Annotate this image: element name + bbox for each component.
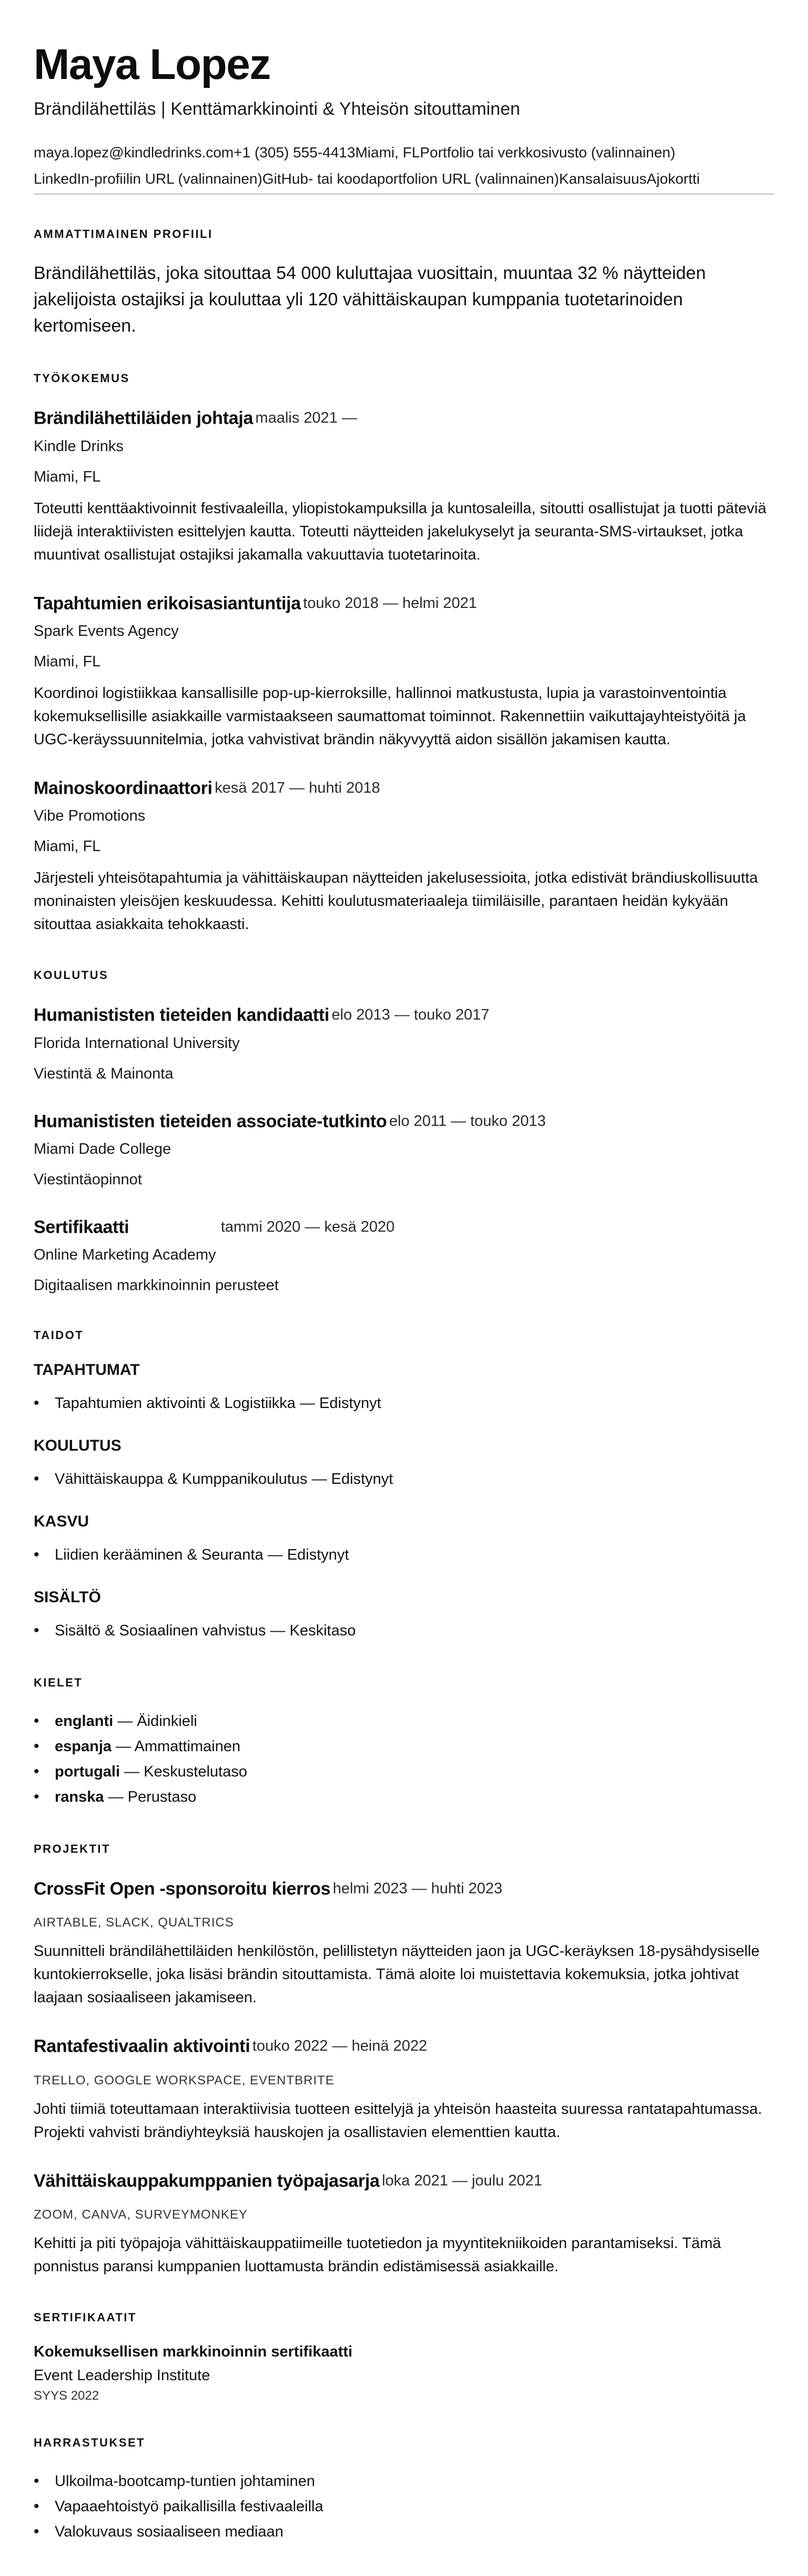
job-dates: maalis 2021 —	[255, 410, 357, 427]
certification-date: SYYS 2022	[34, 2389, 99, 2403]
skill-item: • Liidien kerääminen & Seuranta — Edistynyt	[55, 1542, 774, 1567]
skill-items	[34, 1391, 774, 1416]
project-tools: ZOOM, CANVA, SURVEYMONKEY	[34, 2208, 248, 2222]
project-description: Kehitti ja piti työpajoja vähittäiskauppatiimeille tuotetiedon ja myyntitekniikoiden parantamiseksi. Tämä ponnistus paransi kumppanien luottamusta brändin edistämisessä asiakkaille.	[34, 2235, 721, 2275]
entry-header	[34, 1107, 774, 1136]
contact-linkedin[interactable]: LinkedIn-profiilin URL (valinnainen)	[34, 171, 262, 187]
job-description: Toteutti kenttäaktivoinnit festivaaleilla, yliopistokampuksilla ja kuntosaleilla, sitoutti osallistujat ja tuotti päteviä liidejä interaktiivisten esittelyjen kautta. Toteutti näytteiden jakelukyselyt ja seuranta-SMS-virtaukset, jotka muuntivat osallistujat ostajiksi jakamalla vakuuttavia tuotetarinoita.	[34, 500, 766, 563]
entry-header	[34, 1213, 774, 1242]
hobby-item: • Valokuvaus sosiaaliseen mediaan	[55, 2519, 774, 2544]
language-item: • englanti — Äidinkieli	[55, 1709, 774, 1734]
contact-drivers-license: Ajokortti	[647, 171, 700, 187]
skills-list	[34, 1361, 774, 1643]
skill-group-title: KASVU	[34, 1513, 89, 1531]
job-title: Tapahtumien erikoisasiantuntija	[34, 593, 301, 613]
project-dates: loka 2021 — joulu 2021	[381, 2172, 542, 2189]
section-heading: PROJEKTIT	[34, 1842, 110, 1856]
education-list	[34, 1001, 774, 1296]
profile-summary: Brändilähettiläs, joka sitouttaa 54 000 kuluttajaa vuosittain, muuntaa 32 % näytteiden jakelijoista ostajiksi ja kouluttaa yli 120 vähittäiskaupan kumppania tuotetarinoiden kertomiseen.	[34, 263, 706, 336]
certification-title: Kokemuksellisen markkinoinnin sertifikaatti	[34, 2343, 352, 2361]
job-dates: kesä 2017 — huhti 2018	[215, 779, 380, 796]
job-dates: touko 2018 — helmi 2021	[303, 594, 477, 612]
contact-github[interactable]: GitHub- tai koodaportfolion URL (valinnainen)	[262, 171, 559, 187]
job-description: Koordinoi logistiikkaa kansallisille pop-up-kierroksille, hallinnoi matkustusta, lupia ja varastoinventointia kokemuksellisille asiakkaille varmistaakseen saumattomat toiminnot. Rakennettiin vaikuttajayhteistyöitä ja UGC-keräyssuunnitelmia, jotka vahvistivat brändin näkyvyyttä aidon sisällön jakamisen kautta.	[34, 684, 746, 748]
company-name: Vibe Promotions	[34, 807, 146, 825]
project-dates: helmi 2023 — huhti 2023	[332, 1880, 503, 1898]
language-item: • ranska — Perustaso	[55, 1784, 774, 1810]
project-tools: AIRTABLE, SLACK, QUALTRICS	[34, 1915, 234, 1930]
skill-items	[34, 1618, 774, 1643]
resume-header	[34, 41, 774, 195]
section-heading: TYÖKOKEMUS	[34, 372, 130, 385]
school-name: Florida International University	[34, 1034, 240, 1052]
entry-header	[34, 1001, 774, 1030]
section-heading: KOULUTUS	[34, 969, 109, 982]
degree-title: Humanististen tieteiden kandidaatti	[34, 1005, 329, 1025]
project-title: CrossFit Open -sponsoroitu kierros	[34, 1879, 331, 1899]
hobbies-list	[34, 2469, 774, 2544]
education-section	[34, 969, 774, 1296]
skill-group	[34, 1437, 774, 1492]
project-entry	[34, 2032, 774, 2143]
education-entry	[34, 1001, 774, 1084]
skills-section	[34, 1329, 774, 1643]
language-name: englanti	[55, 1713, 114, 1730]
certifications-list	[34, 2343, 774, 2403]
project-title: Rantafestivaalin aktivointi	[34, 2036, 250, 2056]
experience-list	[34, 404, 774, 936]
job-location: Miami, FL	[34, 838, 101, 855]
skill-group	[34, 1361, 774, 1416]
languages-section	[34, 1676, 774, 1810]
experience-entry	[34, 774, 774, 936]
languages-list	[34, 1709, 774, 1810]
project-entry	[34, 1875, 774, 2009]
contact-citizenship: Kansalaisuus	[559, 171, 647, 187]
language-item: • portugali — Keskustelutaso	[55, 1759, 774, 1784]
entry-header	[34, 590, 774, 618]
project-title: Vähittäiskauppakumppanien työpajasarja	[34, 2171, 380, 2191]
certification-issuer: Event Leadership Institute	[34, 2367, 210, 2384]
experience-entry	[34, 590, 774, 751]
school-name: Miami Dade College	[34, 1140, 171, 1157]
entry-header	[34, 404, 774, 433]
project-dates: touko 2022 — heinä 2022	[252, 2038, 427, 2055]
project-description: Johti tiimiä toteuttamaan interaktiivisia tuotteen esittelyjä ja yhteisön haasteita suuressa rantatapahtumassa. Projekti vahvisti brändiyhteyksiä hauskojen ja osallistavien elementtien kautta.	[34, 2100, 762, 2141]
header-divider	[34, 193, 774, 195]
education-dates: elo 2013 — touko 2017	[331, 1006, 490, 1024]
degree-title: Sertifikaatti	[34, 1217, 129, 1237]
degree-title: Humanististen tieteiden associate-tutkinto	[34, 1111, 387, 1131]
headline: Brändilähettiläs | Kenttämarkkinointi & Yhteisön sitouttaminen	[34, 99, 520, 119]
field-of-study: Viestintä & Mainonta	[34, 1065, 174, 1082]
contact-info	[34, 139, 774, 192]
projects-list	[34, 1875, 774, 2278]
company-name: Spark Events Agency	[34, 622, 179, 640]
language-level: Ammattimainen	[134, 1738, 240, 1755]
language-name: espanja	[55, 1738, 112, 1755]
hobby-item: • Ulkoilma-bootcamp-tuntien johtaminen	[55, 2469, 774, 2494]
skill-item: • Tapahtumien aktivointi & Logistiikka — Edistynyt	[55, 1391, 774, 1416]
hobby-item: • Vapaaehtoistyö paikallisilla festivaaleilla	[55, 2494, 774, 2519]
section-heading: AMMATTIMAINEN PROFIILI	[34, 227, 213, 241]
project-description: Suunnitteli brändilähettiläiden henkilöstön, pelillistetyn näytteiden jaon ja UGC-keräyksen 18-pysähdysiselle kuntokierrokselle, joka lisäsi brändin sitouttamista. Tämä aloite loi muistettavia kokemuksia, jotka johtivat laajaan sosiaaliseen jakamiseen.	[34, 1943, 760, 2006]
job-description: Järjesteli yhteisötapahtumia ja vähittäiskaupan näytteiden jakelusessioita, jotka edistivät brändiuskollisuutta moninaisten yleisöjen keskuudessa. Kehitti koulutusmateriaaleja tiimiläisille, parantaen heidän kykyään sitouttaa asiakkaita tehokkaasti.	[34, 870, 758, 933]
education-entry	[34, 1213, 774, 1296]
entry-header	[34, 774, 774, 803]
skill-item: • Vähittäiskauppa & Kumppanikoulutus — Edistynyt	[55, 1466, 774, 1492]
section-heading: SERTIFIKAATIT	[34, 2311, 137, 2324]
entry-header	[34, 1875, 774, 1904]
job-location: Miami, FL	[34, 653, 101, 670]
projects-section	[34, 1842, 774, 2278]
language-level: Keskustelutaso	[144, 1763, 247, 1781]
education-entry	[34, 1107, 774, 1190]
school-name: Online Marketing Academy	[34, 1246, 216, 1264]
skill-group	[34, 1513, 774, 1567]
skill-group-title: SISÄLTÖ	[34, 1589, 101, 1606]
profile-section	[34, 227, 774, 339]
job-location: Miami, FL	[34, 468, 101, 485]
experience-section	[34, 372, 774, 936]
language-item: • espanja — Ammattimainen	[55, 1734, 774, 1759]
job-title: Mainoskoordinaattori	[34, 778, 213, 798]
certifications-section	[34, 2311, 774, 2403]
section-heading: KIELET	[34, 1676, 83, 1690]
certification-entry	[34, 2343, 774, 2403]
contact-email[interactable]: maya.lopez@kindledrinks.com	[34, 144, 234, 161]
language-name: portugali	[55, 1763, 120, 1781]
language-name: ranska	[55, 1789, 104, 1806]
job-title: Brändilähettiläiden johtaja	[34, 408, 253, 428]
project-tools: TRELLO, GOOGLE WORKSPACE, EVENTBRITE	[34, 2073, 335, 2088]
language-level: Äidinkieli	[137, 1713, 197, 1730]
skill-item: • Sisältö & Sosiaalinen vahvistus — Keskitaso	[55, 1618, 774, 1643]
skill-group-title: TAPAHTUMAT	[34, 1361, 140, 1379]
skill-items	[34, 1542, 774, 1567]
experience-entry	[34, 404, 774, 566]
skill-items	[34, 1466, 774, 1492]
field-of-study: Digitaalisen markkinoinnin perusteet	[34, 1277, 279, 1294]
candidate-name: Maya Lopez	[34, 41, 270, 88]
project-entry	[34, 2167, 774, 2278]
education-dates: tammi 2020 — kesä 2020	[220, 1218, 395, 1235]
section-heading: HARRASTUKSET	[34, 2436, 146, 2450]
contact-phone[interactable]: +1 (305) 555-4413	[234, 144, 356, 161]
skill-group-title: KOULUTUS	[34, 1437, 122, 1455]
hobbies-section	[34, 2436, 774, 2544]
contact-location: Miami, FL	[355, 144, 420, 161]
field-of-study: Viestintäopinnot	[34, 1171, 142, 1188]
language-level: Perustaso	[127, 1789, 197, 1806]
entry-header	[34, 2032, 774, 2061]
company-name: Kindle Drinks	[34, 437, 124, 455]
skill-group	[34, 1589, 774, 1643]
entry-header	[34, 2167, 774, 2196]
contact-portfolio[interactable]: Portfolio tai verkkosivusto (valinnainen)	[420, 144, 675, 161]
section-heading: TAIDOT	[34, 1329, 84, 1342]
education-dates: elo 2011 — touko 2013	[389, 1112, 546, 1130]
